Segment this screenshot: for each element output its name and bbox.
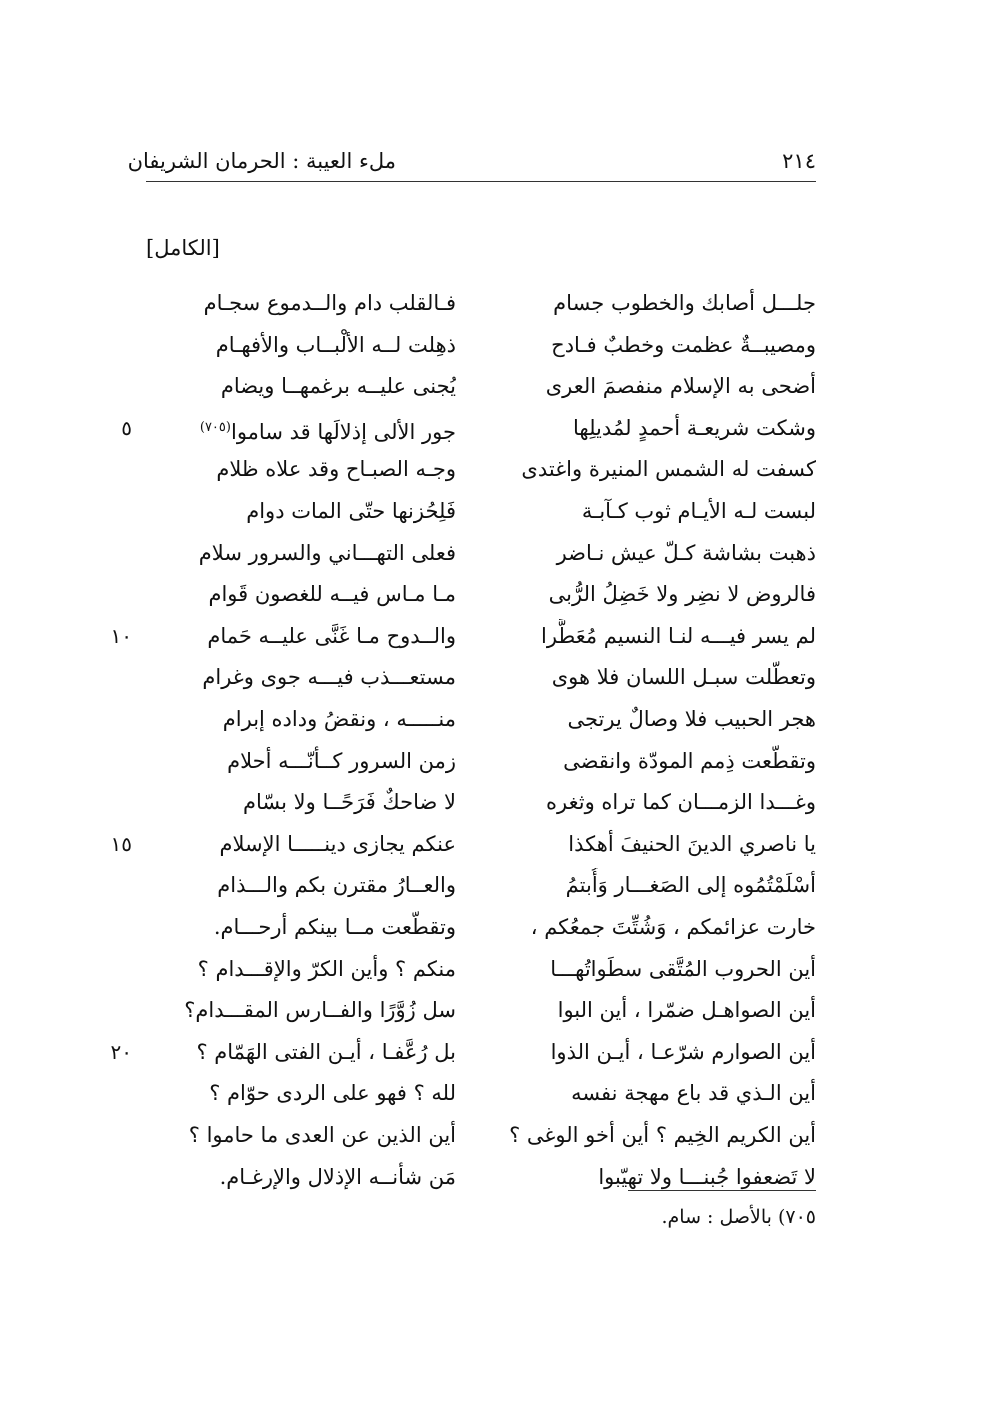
verse-first-hemistich: وشكت شريعـة أحمدٍ لمُديلِها: [573, 416, 816, 440]
verse-first-hemistich: أين الحروب المُتَّقى سطَواتُهـــا: [550, 957, 816, 981]
verse-number: ٢٠: [110, 1040, 132, 1064]
verse-first-hemistich: لم يسر فيـــه لنـا النسيم مُعَطَّرا: [541, 624, 816, 648]
verse-line: [0, 328, 998, 362]
verse-line: [0, 619, 998, 653]
verse-line: [0, 660, 998, 694]
verse-line: [0, 952, 998, 986]
verse-first-hemistich: وتعطّلت سبـل اللسان فلا هوى: [551, 665, 816, 689]
verse-second-hemistich: مَن شأنــه الإذلال والإرغـام.: [219, 1165, 456, 1189]
verse-line: [0, 577, 998, 611]
verse-second-hemistich: [146, 411, 456, 445]
verse-number: ٥: [121, 416, 132, 440]
verse-line: [0, 744, 998, 778]
verse-first-hemistich: وغـــدا الزمـــان كما تراه وثغره: [546, 790, 816, 814]
footnote: ٧٠٥) بالأصل : سام.: [661, 1206, 816, 1228]
verse-first-hemistich: كسفت له الشمس المنيرة واغتدى: [521, 457, 816, 481]
verse-second-hemistich: سل زُوَّرًا والفــارس المقـــدام؟: [184, 998, 456, 1022]
verse-second-hemistich: أين الذين عن العدى ما حاموا ؟: [188, 1123, 456, 1147]
page-number: ٢١٤: [782, 149, 816, 173]
verse-first-hemistich: أسْلَمْتُمُوه إلى الصَغـــار وَأُبتمُ: [565, 873, 816, 897]
verse-second-hemistich: بل رُعَّفـا ، أيـن الفتى الهَمّام ؟: [196, 1040, 456, 1064]
verse-line: [0, 910, 998, 944]
verse-first-hemistich: لا تَضعفوا جُبنـــا ولا تهيّبوا: [598, 1165, 816, 1189]
running-title: ملء العيبة : الحرمان الشريفان: [127, 149, 396, 173]
verse-line: [0, 993, 998, 1027]
verse-second-hemistich: مـا مـاس فيــه للغصون قَوام: [208, 582, 456, 606]
verse-line: [0, 494, 998, 528]
verse-first-hemistich: ومصيبــةٌ عظمت وخطبٌ فـادح: [551, 333, 816, 357]
header-rule: [146, 181, 816, 182]
footnote-rule: [628, 1190, 816, 1191]
verse-line: [0, 1118, 998, 1152]
verse-line: [0, 369, 998, 403]
verse-line: [0, 1160, 998, 1194]
verse-first-hemistich: لبست لـه الأيـام ثوب كـآبـة: [581, 499, 816, 523]
verse-line: [0, 286, 998, 320]
verse-second-hemistich: لا ضاحكٌ فَرَحًــا ولا بسّام: [243, 790, 456, 814]
verse-line: [0, 702, 998, 736]
verse-second-hemistich: وتقطّعت مــا بينكم أرحـــام.: [213, 915, 456, 939]
verse-first-hemistich: أين الصواهـل ضمّرا ، أين البوا: [557, 998, 816, 1022]
verse-line: [0, 1035, 998, 1069]
verse-second-hemistich: والــدوح مـا غَنَّى عليــه حَمام: [207, 624, 456, 648]
verse-second-hemistich: يُجنى عليــه برغمهــا ويضام: [220, 374, 456, 398]
verse-line: [0, 827, 998, 861]
verse-second-hemistich: فـالقلب دام والــدموع سجـام: [203, 291, 456, 315]
footnote-marker: (٧٠٥): [199, 420, 231, 435]
verse-first-hemistich: جلـــل أصابك والخطوب جسام: [553, 291, 816, 315]
verse-first-hemistich: يا ناصري الدينَ الحنيفَ أهكذا: [568, 832, 816, 856]
verse-first-hemistich: وتقطّعت ذِمم المودّة وانقضى: [563, 749, 816, 773]
verse-line: [0, 452, 998, 486]
verse-first-hemistich: أين الكريم الخِيم ؟ أين أخو الوغى ؟: [509, 1123, 816, 1147]
verse-number: ١٥: [110, 832, 132, 856]
verse-second-hemistich: فعلى التهـــاني والسرور سلام: [198, 541, 456, 565]
verse-second-hemistich: والعــارُ مقترن بكم والـــذام: [217, 873, 456, 897]
verse-line: [0, 785, 998, 819]
verse-first-hemistich: أين الـذي قد باع مهجة نفسه: [571, 1081, 816, 1105]
verse-second-hemistich: وجـه الصبـاح وقد علاه ظلام: [216, 457, 456, 481]
verse-first-hemistich: أضحى به الإسلام منفصمَ العرى: [545, 374, 816, 398]
verse-line: [0, 1076, 998, 1110]
verse-line: [0, 868, 998, 902]
verse-second-hemistich: عنكم يجازى دينـــــا الإسلام: [219, 832, 456, 856]
verse-second-hemistich: مستعـــذب فيـــه جوى وغرام: [202, 665, 456, 689]
verse-second-hemistich: زمن السرور كــأنّـــه أحلام: [227, 749, 456, 773]
verse-second-hemistich: منـــــه ، ونقضُ وداده إبرام: [222, 707, 456, 731]
verse-first-hemistich: أين الصوارم شرّعـا ، أيـن الذوا: [550, 1040, 816, 1064]
verse-line: [0, 411, 998, 445]
verse-line: [0, 536, 998, 570]
poem-meter: [الكامل]: [146, 236, 220, 260]
verse-second-hemistich: لله ؟ فهو على الردى حوّام ؟: [209, 1081, 456, 1105]
verse-first-hemistich: هجر الحبيب فلا وصالٌ يرتجى: [567, 707, 816, 731]
verse-second-hemistich: منكم ؟ وأين الكرّ والإقـــدام ؟: [197, 957, 456, 981]
verse-first-hemistich: خارت عزائمكم ، وَشُتِّتَ جمعُكم ،: [530, 915, 816, 939]
verse-second-hemistich: ذهِلت لــه الألْبــاب والأفهـام: [215, 333, 456, 357]
verse-first-hemistich: فالروض لا نضِر ولا خَضِلُ الرُّبى: [548, 582, 816, 606]
verse-number: ١٠: [110, 624, 132, 648]
verse-first-hemistich: ذهبت بشاشة كـلّ عيش نـاضر: [556, 541, 816, 565]
verse-second-hemistich: فَلِحُزنها حتّى المات دوام: [246, 499, 456, 523]
verse-second-hemistich-text: جور الألى إذلالَها قد ساموا: [230, 420, 456, 444]
